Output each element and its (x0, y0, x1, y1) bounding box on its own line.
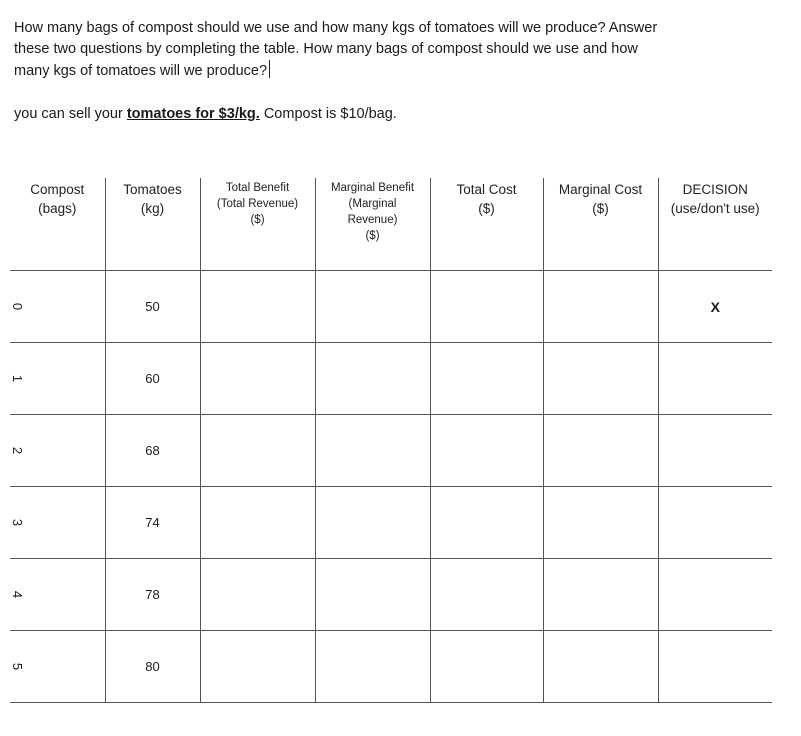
header-marginal-cost (543, 178, 658, 271)
header-marginal-benefit-sub1: (Marginal (348, 198, 397, 210)
header-total-benefit-title: Total Benefit (225, 182, 290, 194)
pricing-suffix: Compost is $10/bag. (259, 106, 397, 122)
decision-mark: X (710, 298, 720, 315)
tomatoes-cell: 60 (105, 343, 200, 415)
decision-cell[interactable] (658, 343, 772, 415)
header-marginal-benefit-unit: ($) (365, 230, 380, 242)
header-decision-sub: (use/don't use) (670, 201, 760, 216)
question-line-2: these two questions by completing the table. How many bags of compost should we use and how (14, 41, 638, 57)
header-total-benefit-sub: (Total Revenue) (216, 198, 299, 210)
table-row (10, 631, 772, 703)
bags-cell (10, 415, 105, 487)
bags-value: 1 (10, 374, 26, 383)
table-row (10, 559, 772, 631)
marginal-benefit-cell[interactable] (315, 343, 430, 415)
bags-value: 0 (10, 302, 26, 311)
total-cost-cell[interactable] (430, 271, 543, 343)
header-compost (10, 178, 105, 271)
header-marginal-benefit-title: Marginal Benefit (330, 182, 415, 194)
header-total-cost-unit: ($) (478, 201, 495, 216)
header-total-cost-title: Total Cost (456, 182, 517, 197)
marginal-cost-cell[interactable] (543, 415, 658, 487)
table-row (10, 271, 772, 343)
total-cost-cell[interactable] (430, 559, 543, 631)
decision-cell[interactable] (658, 415, 772, 487)
total-benefit-cell[interactable] (200, 631, 315, 703)
pricing-line (14, 104, 397, 124)
total-benefit-cell[interactable] (200, 271, 315, 343)
tomatoes-cell: 68 (105, 415, 200, 487)
header-marginal-benefit-sub2: Revenue) (347, 214, 398, 226)
bags-value: 2 (10, 446, 26, 455)
question-line-1: How many bags of compost should we use and how many kgs of tomatoes will we produce? Answer (14, 20, 658, 36)
marginal-benefit-cell[interactable] (315, 271, 430, 343)
header-compost-title: Compost (30, 182, 85, 197)
bags-cell (10, 559, 105, 631)
header-total-benefit-unit: ($) (250, 214, 265, 226)
decision-cell[interactable] (658, 487, 772, 559)
decision-cell[interactable] (658, 631, 772, 703)
header-decision-title: DECISION (682, 182, 748, 197)
header-total-benefit (200, 178, 315, 271)
question-line-3: many kgs of tomatoes will we produce? (14, 63, 268, 79)
table-row (10, 487, 772, 559)
header-row (10, 178, 772, 271)
marginal-cost-cell[interactable] (543, 343, 658, 415)
header-marginal-cost-title: Marginal Cost (558, 182, 643, 197)
total-benefit-cell[interactable] (200, 343, 315, 415)
bags-cell (10, 343, 105, 415)
marginal-benefit-cell[interactable] (315, 415, 430, 487)
header-decision (658, 178, 772, 271)
marginal-cost-cell[interactable] (543, 631, 658, 703)
bags-value: 5 (10, 662, 26, 671)
total-cost-cell[interactable] (430, 487, 543, 559)
header-tomatoes (105, 178, 200, 271)
marginal-benefit-cell[interactable] (315, 559, 430, 631)
tomatoes-cell: 78 (105, 559, 200, 631)
tomatoes-cell: 80 (105, 631, 200, 703)
bags-cell (10, 271, 105, 343)
total-cost-cell[interactable] (430, 415, 543, 487)
table-row (10, 343, 772, 415)
question-text[interactable] (14, 18, 774, 82)
marginal-benefit-cell[interactable] (315, 631, 430, 703)
decision-cell[interactable] (658, 559, 772, 631)
marginal-cost-cell[interactable] (543, 271, 658, 343)
decision-cell[interactable] (658, 271, 772, 343)
bags-cell (10, 487, 105, 559)
tomatoes-cell: 50 (105, 271, 200, 343)
header-marginal-benefit (315, 178, 430, 271)
marginal-cost-cell[interactable] (543, 487, 658, 559)
header-total-cost (430, 178, 543, 271)
total-benefit-cell[interactable] (200, 415, 315, 487)
table-row (10, 415, 772, 487)
total-benefit-cell[interactable] (200, 559, 315, 631)
bags-value: 4 (10, 590, 26, 599)
pricing-prefix: you can sell your (14, 106, 127, 122)
marginal-benefit-cell[interactable] (315, 487, 430, 559)
header-marginal-cost-unit: ($) (592, 201, 609, 216)
total-cost-cell[interactable] (430, 631, 543, 703)
bags-cell (10, 631, 105, 703)
header-tomatoes-unit: (kg) (140, 201, 165, 216)
total-benefit-cell[interactable] (200, 487, 315, 559)
pricing-emphasis: tomatoes for $3/kg. (126, 106, 260, 122)
bags-value: 3 (10, 518, 26, 527)
compost-tomato-table (10, 178, 772, 703)
tomatoes-cell: 74 (105, 487, 200, 559)
marginal-cost-cell[interactable] (543, 559, 658, 631)
header-tomatoes-title: Tomatoes (123, 182, 182, 197)
total-cost-cell[interactable] (430, 343, 543, 415)
header-compost-unit: (bags) (38, 201, 77, 216)
text-cursor (269, 60, 270, 78)
